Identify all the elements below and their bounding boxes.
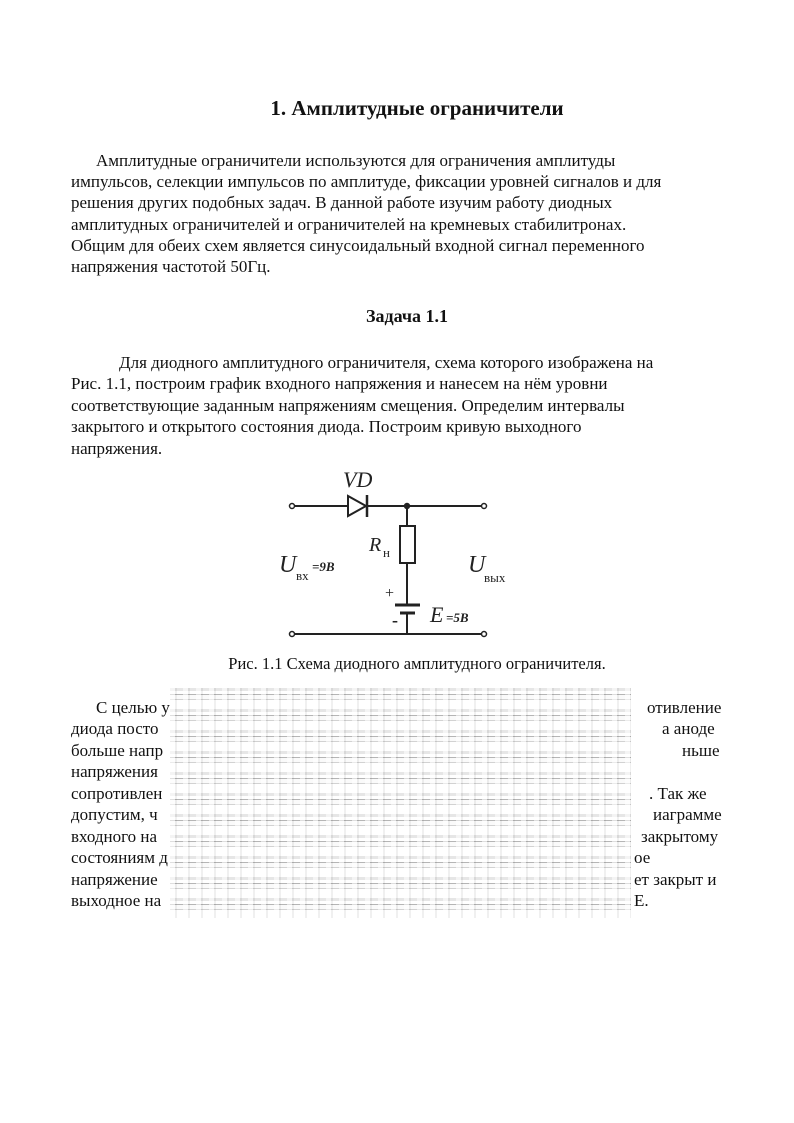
text-line: напряжение xyxy=(71,870,158,889)
text-line: входного на xyxy=(71,827,158,846)
text-line: закрытого и открытого состояния диода. Построим кривую выходного xyxy=(71,417,582,436)
text-line: ое xyxy=(634,848,651,867)
text-line: E. xyxy=(634,891,649,910)
battery-plus: + xyxy=(385,585,395,602)
uin-sub: вх xyxy=(296,568,309,583)
text-line: ньше xyxy=(682,741,720,760)
terminal xyxy=(482,504,487,509)
text-line: соответствующие заданным напряжениям смещения. Определим интервалы xyxy=(71,396,625,415)
text-line: Амплитудные ограничители используются для ограничения амплитуды xyxy=(96,151,616,170)
terminal xyxy=(290,632,295,637)
text-line: закрытому xyxy=(641,827,719,846)
diode-label: VD xyxy=(343,467,373,492)
text-line: напряжения xyxy=(71,762,158,781)
junction xyxy=(405,504,410,509)
text-line: Общим для обеих схем является синусоидальный входной сигнал переменного xyxy=(71,236,645,255)
terminal xyxy=(482,632,487,637)
battery-value: =5В xyxy=(446,610,469,625)
scan-artifact-overlay xyxy=(170,688,631,918)
text-line: ет закрыт и xyxy=(634,870,717,889)
uin-value: =9В xyxy=(312,559,335,574)
text-line: отивление xyxy=(647,698,722,717)
text-line: выходное на xyxy=(71,891,162,910)
text-line: напряжения частотой 50Гц. xyxy=(71,257,271,276)
text-line: состояниям д xyxy=(71,848,168,867)
task-title: Задача 1.1 xyxy=(365,306,449,326)
text-line: больше напр xyxy=(71,741,164,760)
text-line: сопротивлен xyxy=(71,784,163,803)
battery-minus: - xyxy=(392,610,398,630)
text-line: импульсов, селекции импульсов по амплитуде, фиксации уровней сигналов и для xyxy=(71,172,662,191)
text-line: а аноде xyxy=(662,719,715,738)
uout-sub: вых xyxy=(484,570,506,585)
battery-label: E xyxy=(430,602,444,627)
text-line: Рис. 1.1, построим график входного напряжения и нанесем на нём уровни xyxy=(71,374,608,393)
text-line: напряжения. xyxy=(71,439,163,458)
resistor-label: R xyxy=(369,534,382,556)
text-line: Для диодного амплитудного ограничителя, схема которого изображена на xyxy=(119,353,654,372)
terminal xyxy=(290,504,295,509)
text-line: С целью у xyxy=(96,698,170,717)
uout-label: U xyxy=(468,552,486,578)
resistor xyxy=(400,526,415,563)
text-line: решения других подобных задач. В данной работе изучим работу диодных xyxy=(71,193,613,212)
page-title: 1. Амплитудные ограничители xyxy=(270,96,564,120)
resistor-sub: н xyxy=(383,545,390,560)
text-line: диода посто xyxy=(71,719,159,738)
text-line: допустим, ч xyxy=(71,805,158,824)
figure-caption: Рис. 1.1 Схема диодного амплитудного ограничителя. xyxy=(228,654,606,673)
uin-label: U xyxy=(279,552,297,578)
text-line: амплитудных ограничителей и ограничителей на кремневых стабилитронах. xyxy=(71,215,627,234)
text-line: иаграмме xyxy=(653,805,722,824)
diode-icon xyxy=(348,495,367,517)
text-line: . Так же xyxy=(649,784,707,803)
